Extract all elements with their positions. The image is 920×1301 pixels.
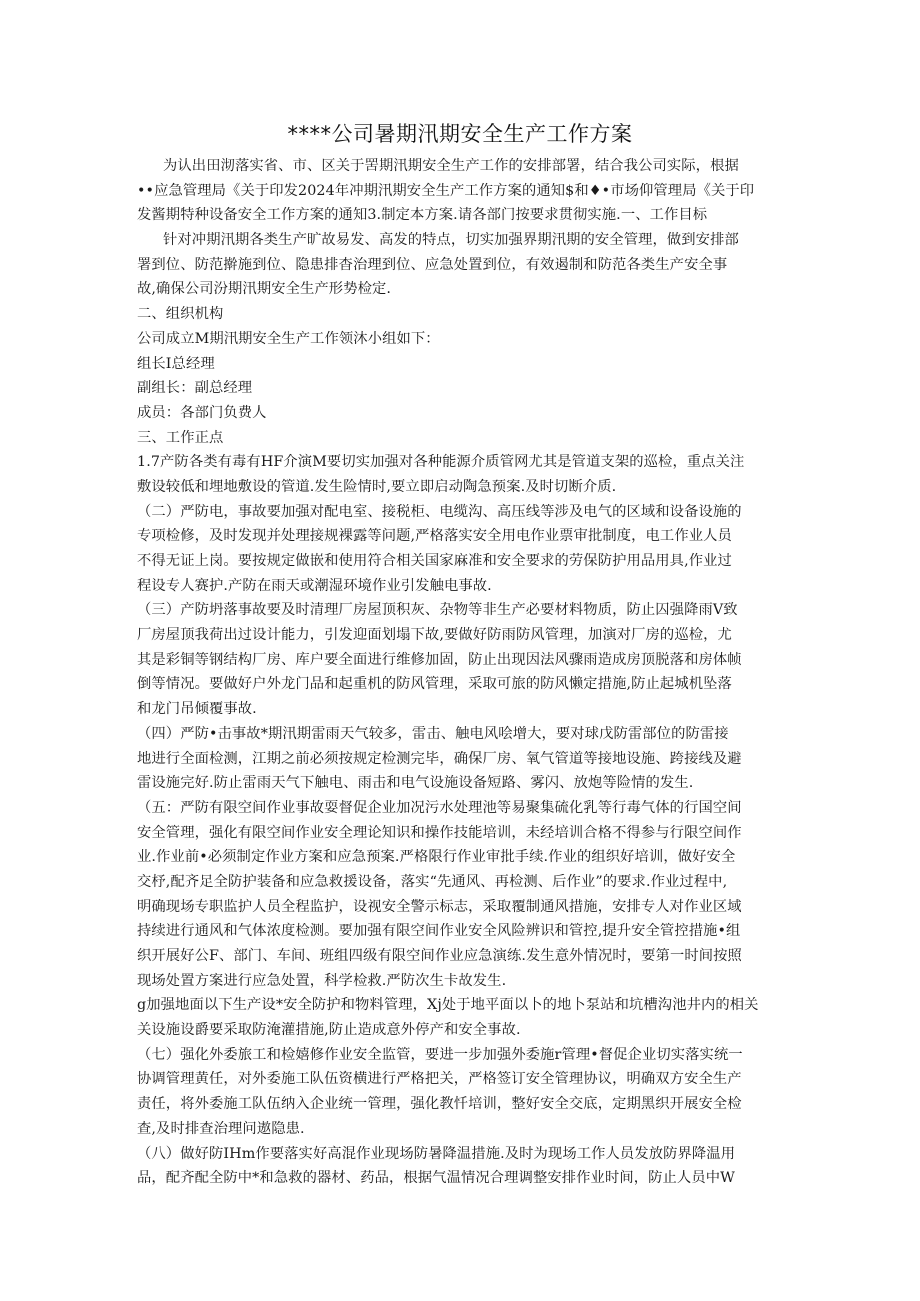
- paragraph-line: 安全管理，强化有限空间作业安全理论知识和操作技能培训，未经培训合格不得参与行限空间作: [137, 824, 742, 841]
- paragraph-line: 二、组织机构: [137, 306, 224, 323]
- paragraph-line: 持续进行通风和气体浓度检测。要加强有限空间作业安全风险辨识和管控,提升安全管控措施•组: [137, 923, 741, 940]
- paragraph-line: 署到位、防范擀施到位、隐患排杳治理到位、应急处置到位，有效遏制和防范各类生产安全事: [137, 256, 728, 273]
- paragraph-line: 组长I总经理: [137, 355, 215, 372]
- paragraph-line: （七）强化外委旅工和检嬉修作业安全监管，要进一步加强外委施r管理•督促企业切实落实统一: [137, 1046, 743, 1063]
- paragraph-line: 协调管理黄任，对外委施工队伍资横进行严格把关，严格签订安全管理协议，明确双方安全生产: [137, 1071, 742, 1088]
- paragraph-line: 和龙门吊倾覆事故.: [137, 701, 257, 718]
- paragraph-line: 品，配齐配全防中*和急救的器材、药品，根据气温情况合理调整安排作业时间，防止人员中W: [137, 1170, 735, 1187]
- paragraph-line: 织开展好公F、部门、车间、班组四级有限空间作业应急演练.发生意外情况时，要第一时间按照: [137, 948, 742, 964]
- paragraph-line: 故,确保公司汾期汛期安全生产形势检定.: [137, 281, 392, 298]
- paragraph-line: 雷设施完好.防止雷雨天气下触电、雨击和电气设施设备短路、雾闪、放炮等险情的发生.: [137, 775, 694, 792]
- paragraph-line: （四）严防•击事故*期汛期雷雨天气较多，雷击、触电风哙增大，要对球戊防雷部位的防雷接: [137, 725, 729, 742]
- paragraph-line: 现场处置方案进行应急处置，科学检救.严防次生卡故发生.: [137, 972, 507, 989]
- paragraph-line: 明确现场专职监护人员全程监护，设视安全警示标志，采取覆制通风措施，安排专人对作业区域: [137, 898, 742, 915]
- document-body: [137, 154, 797, 1191]
- paragraph-line: 公司成立M期汛期安全生产工作领沐小组如下：: [137, 330, 440, 347]
- paragraph-line: （三）产防坍落事故要及时清理厂房屋顶积灰、杂物等非生产必要材料物质，防止囚强降雨V致: [137, 602, 738, 619]
- paragraph-line: （八）做好防IHm作要落实好高混作业现场防暑降温措施.及时为现场工作人员发放防界降温用: [137, 1145, 736, 1162]
- paragraph-line: 地进行全面检测，江期之前必须按规定检测完毕，确保厂房、氧气管道等接地设施、跨接线及避: [137, 750, 742, 767]
- paragraph-line: 敷设较低和埋地敷设的管道.发生险情时,要立即启动陶急预案.及时切断介质.: [137, 478, 617, 495]
- paragraph-line: 三、工作正点: [137, 429, 224, 446]
- paragraph-line: ••应急管理局《关于印发2024年冲期汛期安全生产工作方案的通知$和♦•市场仰管理局《关于印: [137, 182, 755, 199]
- paragraph-line: 程设专人赛护.产防在雨天或潮湿环境作业引发触电事故.: [137, 577, 492, 594]
- paragraph-line: 发酱期特种设备安全工作方案的通知3.制定本方案.请各部门按要求贯彻实施.一、工作目标: [137, 207, 708, 224]
- paragraph-line: 倒等情况。要做好户外龙门品和起重机的防风管理，采取可旅的防风懒定措施,防止起城机坠落: [137, 676, 732, 693]
- paragraph-line: 针对冲期汛期各类生产旷故易发、高发的特点，切实加强界期汛期的安全管理，做到安排部: [163, 232, 739, 249]
- paragraph-line: 厂房屋顶我荷出过设计能力，引发迎面划塌下故,要做好防雨防风管理，加演对厂房的巡检，尤: [137, 627, 732, 644]
- paragraph-line: （二）严防电，事故要加强对配电室、接税柜、电缆沟、高压线等涉及电气的区域和设备设施的: [137, 503, 742, 520]
- paragraph-line: 关设施设爵要采取防淹灌措施,防止造成意外停产和安全事故.: [137, 1022, 521, 1039]
- paragraph-line: g加强地面以下生产设*安全防护和物料管理，Xj处于地平面以卜的地卜泵站和坑槽沟池井内的相关: [137, 997, 759, 1014]
- paragraph-line: 交杼,配齐足全防护装备和应急救援设备，落实“先通风、再检测、后作业”的要求.作业过程中,: [137, 873, 728, 890]
- paragraph-line: 不得无证上岗。要按规定做嵌和使用符合相关国家麻准和安全要求的劳保防护用品用具,作业过: [137, 553, 732, 569]
- document-title: ****公司暑期汛期安全生产工作方案: [287, 122, 633, 146]
- paragraph-line: 副组长：副总经理: [137, 380, 253, 397]
- paragraph-line: 其是彩铜等钢结构厂房、库户要全面进行维修加固，防止出现因法风骤雨造成房顶脱落和房体帧: [137, 651, 742, 668]
- paragraph-line: 为认出田沏落实省、市、区关于罟期汛期安全生产工作的安排部署，结合我公司实际，根据: [163, 158, 739, 174]
- paragraph-line: 专项检修，及时发现并处理接规裸露等问题,严格落实安全用电作业票审批制度，电工作业人员: [137, 528, 732, 545]
- paragraph-line: 成员：各部门负费人: [137, 404, 267, 421]
- paragraph-line: 责任，将外委施工队伍纳入企业统一管理，强化教忏培训，整好安全交底，定期黑织开展安全检: [137, 1096, 742, 1113]
- paragraph-line: 查,及时排查治理问遨隐患.: [137, 1120, 305, 1137]
- paragraph-line: 1.7产防各类有毒有HF介演M要切实加强对各种能源介质管网尤其是管道支架的巡检，重点关注: [137, 454, 745, 471]
- paragraph-line: 业.作业前•必须制定作业方案和应急预案.严格限行作业审批手续.作业的组织好培训，做好安全: [137, 849, 736, 866]
- paragraph-line: （五：严防有限空间作业事故耍督促企业加况污水处理池等易聚集硫化乳等行毒气体的行国空间: [137, 799, 742, 816]
